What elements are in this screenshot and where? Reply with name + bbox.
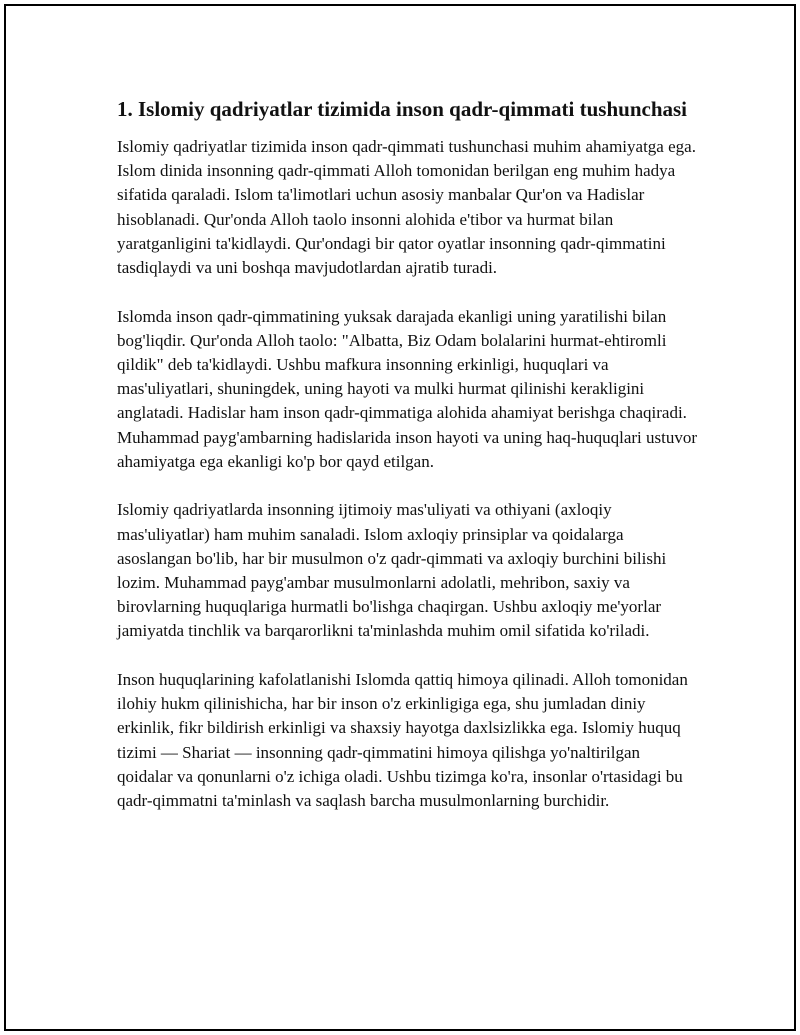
paragraph-1: Islomiy qadriyatlar tizimida inson qadr-qimmati tushunchasi muhim ahamiyatga ega. Islom dinida insonning qadr-qimmati Alloh tomonidan berilgan eng muhim hadya sifatida qaraladi. Islom ta'limotlari uchun asosiy manbalar Qur'on va Hadislar hisoblanadi. Qur'onda Alloh taolo insonni alohida e'tibor va hurmat bilan yaratganligini ta'kidlaydi. Qur'ondagi bir qator oyatlar insonning qadr-qimmatini tasdiqlaydi va uni boshqa mavjudotlardan ajratib turadi. [117,137,696,278]
paragraph-3: Islomiy qadriyatlarda insonning ijtimoiy mas'uliyati va othiyani (axloqiy mas'uliyatlar) ham muhim sanaladi. Islom axloqiy prinsiplar va qoidalarga asoslangan bo'lib, har bir musulmon o'z qadr-qimmati va axloqiy burchini bilishi lozim. Muhammad payg'ambar musulmonlarni adolatli, mehribon, saxiy va birovlarning huquqlariga hurmatli bo'lishga chaqirgan. Ushbu axloqiy me'yorlar jamiyatda tinchlik va barqarorlikni ta'minlashda muhim omil sifatida ko'riladi. [117,500,667,641]
paragraph-4: Inson huquqlarining kafolatlanishi Islomda qattiq himoya qilinadi. Alloh tomonidan ilohiy hukm qilinishicha, har bir inson o'z erkinligiga ega, shu jumladan diniy erkinlik, fikr bildirish erkinligi va shaxsiy hayotga daxlsizlikka ega. Islomiy huquq tizimi — Shariat — insonning qadr-qimmatini himoya qilishga yo'naltirilgan qoidalar va qonunlarni o'z ichiga oladi. Ushbu tizimga ko'ra, insonlar o'rtasidagi bu qadr-qimmatni ta'minlash va saqlash barcha musulmonlarning burchidir. [117,670,688,811]
paragraph-2: Islomda inson qadr-qimmatining yuksak darajada ekanligi uning yaratilishi bilan bog'liqdir. Qur'onda Alloh taolo: "Albatta, Biz Odam bolalarini hurmat-ehtiromli qildik" deb ta'kidlaydi. Ushbu mafkura insonning erkinligi, huquqlari va mas'uliyatlari, shuningdek, uning hayoti va mulki hurmat qilinishi kerakligini anglatadi. Hadislar ham inson qadr-qimmatiga alohida ahamiyat berishga chaqiradi. Muhammad payg'ambarning hadislarida inson hayoti va uning haq-huquqlari ustuvor ahamiyatga ega ekanligi ko'p bor qayd etilgan. [117,306,698,471]
document-body [117,95,697,838]
section-title: 1. Islomiy qadriyatlar tizimida inson qadr-qimmati tushunchasi [117,97,688,121]
